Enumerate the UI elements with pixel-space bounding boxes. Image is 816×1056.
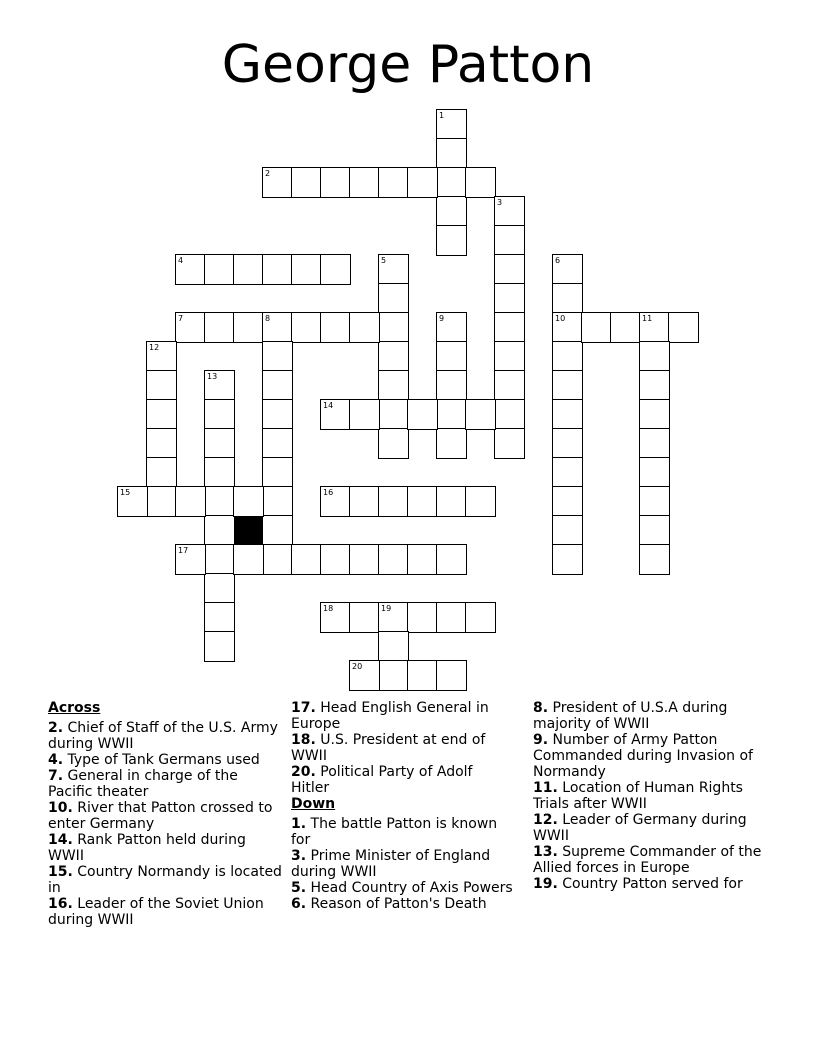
grid-cell[interactable] [378,544,409,575]
grid-cell[interactable] [494,399,525,430]
clue-across-7: 7. General in charge of the Pacific theater [48,768,238,800]
down-heading: Down [291,796,336,812]
black-cell [234,516,263,545]
grid-cell[interactable] [291,312,322,343]
grid-cell[interactable] [349,602,380,633]
grid-cell[interactable] [378,602,409,633]
grid-cell[interactable] [146,399,177,430]
grid-cell[interactable] [378,399,409,430]
grid-cell[interactable] [494,312,525,343]
grid-cell[interactable] [639,428,670,459]
clue-across-18: 18. U.S. President at end of WWII [291,732,486,764]
grid-cell[interactable] [552,283,583,314]
grid-cell[interactable] [552,341,583,372]
clues-column-3 [533,700,768,892]
grid-cell[interactable] [494,196,525,227]
grid-cell[interactable] [494,341,525,372]
grid-cell[interactable] [552,312,583,343]
grid-cell[interactable] [436,196,467,227]
grid-cell[interactable] [262,167,293,198]
grid-cell[interactable] [465,399,496,430]
grid-cell[interactable] [552,544,583,575]
grid-cell[interactable] [581,312,612,343]
grid-cell[interactable] [378,428,409,459]
grid-cell[interactable] [349,544,380,575]
grid-cell[interactable] [552,515,583,546]
grid-cell[interactable] [291,254,322,285]
cell-number: 8 [265,314,271,323]
grid-cell[interactable] [436,486,467,517]
grid-cell[interactable] [639,486,670,517]
grid-cell[interactable] [320,544,351,575]
grid-cell[interactable] [204,370,235,401]
grid-cell[interactable] [349,660,380,691]
cell-number: 7 [178,314,184,323]
cell-number: 14 [323,401,334,410]
cell-number: 3 [497,198,503,207]
grid-cell[interactable] [639,457,670,488]
grid-cell[interactable] [146,370,177,401]
grid-cell[interactable] [610,312,641,343]
grid-cell[interactable] [117,486,148,517]
grid-cell[interactable] [204,602,235,633]
grid-cell[interactable] [378,312,409,343]
grid-cell[interactable] [552,457,583,488]
grid-cell[interactable] [262,486,293,517]
grid-cell[interactable] [146,486,177,517]
grid-cell[interactable] [262,544,293,575]
grid-cell[interactable] [349,167,380,198]
grid-cell[interactable] [233,312,264,343]
grid-cell[interactable] [552,254,583,285]
grid-cell[interactable] [262,312,293,343]
clue-down-19: 19. Country Patton served for [533,876,743,892]
grid-cell[interactable] [639,544,670,575]
cell-number: 4 [178,256,184,265]
grid-cell[interactable] [436,660,467,691]
grid-cell[interactable] [349,312,380,343]
grid-cell[interactable] [175,254,206,285]
cell-number: 6 [555,256,561,265]
grid-cell[interactable] [320,254,351,285]
grid-cell[interactable] [436,428,467,459]
grid-cell[interactable] [204,515,235,546]
grid-cell[interactable] [436,370,467,401]
grid-cell[interactable] [494,254,525,285]
grid-cell[interactable] [204,428,235,459]
grid-cell[interactable] [494,225,525,256]
cell-number: 1 [439,111,445,120]
grid-cell[interactable] [175,486,206,517]
grid-cell[interactable] [262,370,293,401]
grid-cell[interactable] [262,341,293,372]
grid-cell[interactable] [146,457,177,488]
grid-cell[interactable] [436,109,467,140]
grid-cell[interactable] [233,486,264,517]
grid-cell[interactable] [552,486,583,517]
grid-cell[interactable] [407,486,438,517]
cell-number: 13 [207,372,218,381]
grid-cell[interactable] [436,167,467,198]
clues-column-2 [291,700,513,912]
cell-number: 19 [381,604,392,613]
grid-cell[interactable] [204,486,235,517]
grid-cell[interactable] [465,486,496,517]
clue-across-15: 15. Country Normandy is located in [48,864,282,896]
grid-cell[interactable] [378,660,409,691]
grid-cell[interactable] [494,428,525,459]
grid-cell[interactable] [175,312,206,343]
grid-cell[interactable] [320,486,351,517]
grid-cell[interactable] [320,312,351,343]
grid-cell[interactable] [668,312,699,343]
cell-number: 15 [120,488,131,497]
grid-cell[interactable] [204,312,235,343]
grid-cell[interactable] [436,602,467,633]
grid-cell[interactable] [639,399,670,430]
clue-down-6: 6. Reason of Patton's Death [291,896,487,912]
grid-cell[interactable] [262,399,293,430]
grid-cell[interactable] [465,167,496,198]
clues-column-1 [48,700,283,928]
cell-number: 10 [555,314,566,323]
grid-cell[interactable] [262,254,293,285]
clue-across-14: 14. Rank Patton held during WWII [48,832,246,864]
grid-cell[interactable] [407,660,438,691]
clue-down-9: 9. Number of Army Patton Commanded during Invasion of Normandy [533,732,753,780]
cell-number: 2 [265,169,271,178]
grid-cell[interactable] [407,544,438,575]
across-heading: Across [48,700,101,716]
grid-cell[interactable] [494,370,525,401]
grid-cell[interactable] [262,515,293,546]
grid-cell[interactable] [349,399,380,430]
grid-cell[interactable] [436,544,467,575]
grid-cell[interactable] [204,544,235,575]
grid-cell[interactable] [436,312,467,343]
grid-cell[interactable] [262,457,293,488]
clue-down-13: 13. Supreme Commander of the Allied forces in Europe [533,844,762,876]
grid-cell[interactable] [465,602,496,633]
grid-cell[interactable] [146,428,177,459]
clue-across-16: 16. Leader of the Soviet Union during WWII [48,896,264,928]
grid-cell[interactable] [204,573,235,604]
grid-cell[interactable] [320,602,351,633]
grid-cell[interactable] [552,399,583,430]
grid-cell[interactable] [378,370,409,401]
grid-cell[interactable] [436,341,467,372]
grid-cell[interactable] [262,428,293,459]
grid-cell[interactable] [291,167,322,198]
grid-cell[interactable] [378,486,409,517]
grid-cell[interactable] [378,283,409,314]
cell-number: 11 [642,314,653,323]
grid-cell[interactable] [407,602,438,633]
clue-across-20: 20. Political Party of Adolf Hitler [291,764,473,796]
cell-number: 17 [178,546,189,555]
puzzle-title: George Patton [221,35,595,95]
grid-cell[interactable] [320,167,351,198]
grid-cell[interactable] [552,370,583,401]
cell-number: 12 [149,343,160,352]
grid-cell[interactable] [291,544,322,575]
cell-number: 9 [439,314,445,323]
grid-cell[interactable] [378,167,409,198]
grid-cell[interactable] [204,631,235,662]
grid-cell[interactable] [175,544,206,575]
grid-cell[interactable] [146,341,177,372]
grid-cell[interactable] [407,167,438,198]
grid-cell[interactable] [436,138,467,169]
clue-across-10: 10. River that Patton crossed to enter Germany [48,800,273,832]
grid-cell[interactable] [320,399,351,430]
grid-cell[interactable] [639,370,670,401]
clue-across-17: 17. Head English General in Europe [291,700,489,732]
clue-down-5: 5. Head Country of Axis Powers [291,880,513,896]
grid-cell[interactable] [494,283,525,314]
grid-cell[interactable] [233,254,264,285]
clue-down-3: 3. Prime Minister of England during WWII [291,848,491,880]
grid-cell[interactable] [233,544,264,575]
cell-number: 5 [381,256,387,265]
clue-down-11: 11. Location of Human Rights Trials after WWII [533,780,743,812]
clue-across-4: 4. Type of Tank Germans used [48,752,260,768]
grid-cell[interactable] [378,254,409,285]
grid-cell[interactable] [552,428,583,459]
grid-cell[interactable] [204,254,235,285]
grid-cell[interactable] [639,312,670,343]
cell-number: 16 [323,488,334,497]
clue-down-12: 12. Leader of Germany during WWII [533,812,747,844]
grid-cell[interactable] [639,515,670,546]
clue-across-2: 2. Chief of Staff of the U.S. Army during WWII [48,720,278,752]
grid-cell[interactable] [378,631,409,662]
cell-number: 18 [323,604,334,613]
grid-cell[interactable] [407,399,438,430]
grid-cell[interactable] [639,341,670,372]
grid-cell[interactable] [378,341,409,372]
grid-cell[interactable] [349,486,380,517]
cell-number: 20 [352,662,363,671]
grid-cell[interactable] [436,399,467,430]
grid-cell[interactable] [204,457,235,488]
grid-cell[interactable] [436,225,467,256]
clue-down-1: 1. The battle Patton is known for [291,816,498,848]
clue-down-8: 8. President of U.S.A during majority of WWII [533,700,728,732]
grid-cell[interactable] [204,399,235,430]
